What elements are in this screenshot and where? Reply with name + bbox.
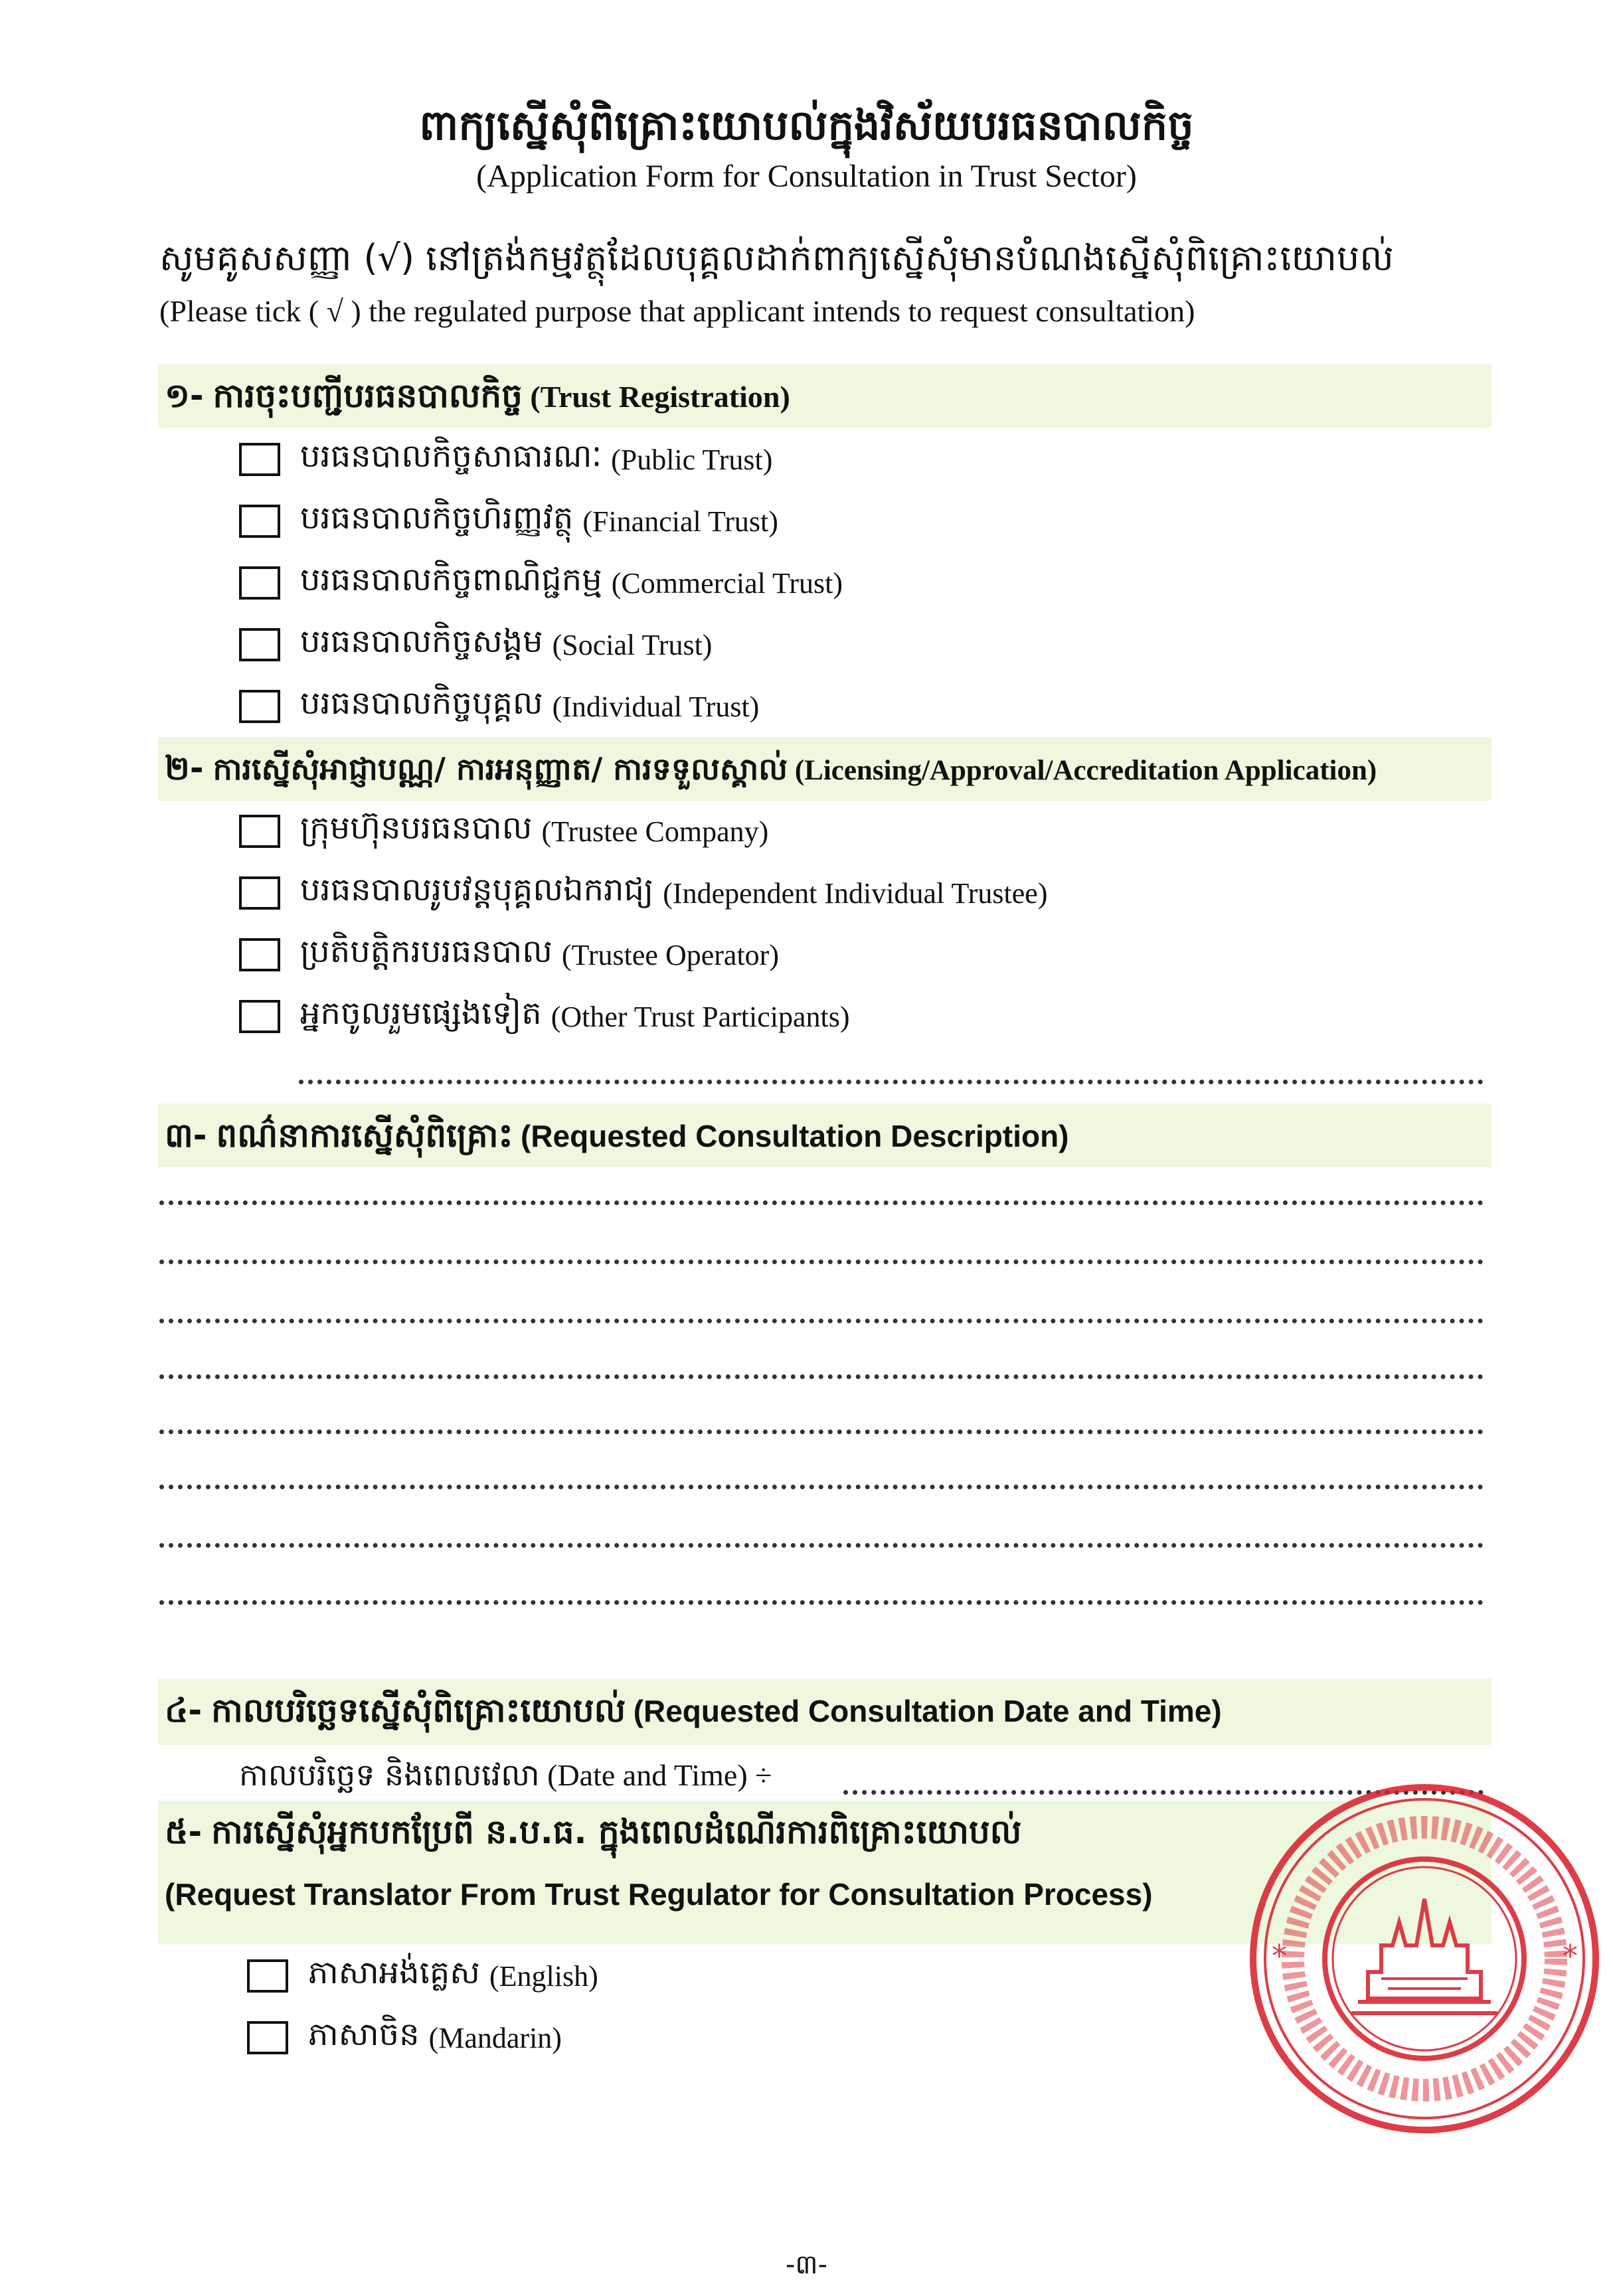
option-commercial-trust[interactable]	[239, 561, 843, 602]
section-4-heading	[165, 1690, 1222, 1738]
section-3-heading	[165, 1115, 1069, 1163]
option-social-trust[interactable]	[239, 623, 713, 663]
option-other-participants[interactable]	[239, 995, 850, 1035]
section-5-title-english: (Request Translator From Trust Regulator for Consultation Process)	[165, 1877, 1153, 1912]
section-1-title-khmer: ការចុះបញ្ជីបរធនបាលកិច្ច	[212, 376, 523, 415]
checkbox-other-participants[interactable]	[239, 1000, 280, 1033]
checkbox-english-translator[interactable]	[247, 1959, 288, 1993]
svg-text:*: *	[1563, 1938, 1578, 1974]
option-label-english: (Commercial Trust)	[611, 566, 843, 600]
description-line[interactable]	[159, 1256, 1484, 1264]
option-label-english: (Trustee Company)	[541, 815, 769, 848]
checkbox-trustee-company[interactable]	[239, 815, 280, 848]
option-financial-trust[interactable]	[239, 499, 778, 540]
section-2-number: ២-	[165, 749, 204, 787]
checkbox-commercial-trust[interactable]	[239, 566, 280, 600]
instruction-english: (Please tick ( √ ) the regulated purpose that applicant intends to request consultation)	[159, 294, 1195, 328]
description-line[interactable]	[159, 1370, 1484, 1379]
section-2-heading	[165, 748, 1377, 796]
option-label-english: (Financial Trust)	[582, 505, 778, 538]
option-label-khmer: បរធនបាលរូបវន្តបុគ្គលឯករាជ្យ	[300, 871, 654, 908]
option-label-khmer: អ្នកចូលរួមផ្សេងទៀត	[300, 995, 542, 1032]
section-1-title-english: (Trust Registration)	[530, 380, 790, 414]
description-line[interactable]	[159, 1315, 1484, 1323]
option-independent-trustee[interactable]	[239, 871, 1048, 912]
option-label-khmer: បរធនបាលកិច្ចសាធារណៈ	[300, 438, 602, 475]
section-5-title-khmer: ការស្នើសុំអ្នកបកប្រែពី ន.ប.ធ. ក្នុងពេលដំណើរការពិគ្រោះយោបល់	[211, 1813, 1022, 1851]
option-mandarin-translator[interactable]	[247, 2016, 562, 2056]
option-label-english: (Public Trust)	[611, 443, 773, 476]
checkbox-trustee-operator[interactable]	[239, 938, 280, 971]
instruction-khmer: សូមគូសសញ្ញា (√) នៅត្រង់កម្មវត្ថុដែលបុគ្គលដាក់ពាក្យស្នើសុំមានបំណងស្នើសុំពិគ្រោះយោបល់	[159, 237, 1394, 279]
section-3-title-khmer: ពណ៌នាការស្នើសុំពិគ្រោះ	[216, 1116, 513, 1155]
option-trustee-operator[interactable]	[239, 933, 779, 973]
option-label-khmer: ភាសាចិន	[308, 2016, 420, 2053]
description-line[interactable]	[159, 1596, 1484, 1605]
option-label-khmer: បរធនបាលកិច្ចពាណិជ្ជកម្ម	[300, 561, 602, 598]
option-individual-trust[interactable]	[239, 685, 760, 725]
svg-text:*: *	[1272, 1938, 1287, 1974]
checkbox-public-trust[interactable]	[239, 443, 280, 476]
option-label-khmer: បរធនបាលកិច្ចបុគ្គល	[300, 685, 543, 722]
section-2-title-english: (Licensing/Approval/Accreditation Application)	[794, 755, 1377, 786]
section-2-title-khmer: ការស្នើសុំអាជ្ញាបណ្ណ/ ការអនុញ្ញាត/ ការទទួលស្គាល់	[212, 751, 788, 787]
section-4-title-khmer: កាលបរិច្ឆេទស្នើសុំពិគ្រោះយោបល់	[211, 1691, 626, 1730]
option-label-english: (Individual Trust)	[552, 690, 760, 723]
option-label-khmer: បរធនបាលកិច្ចសង្គម	[300, 623, 543, 660]
page-number: -៣-	[785, 2250, 828, 2280]
description-line[interactable]	[159, 1539, 1484, 1548]
checkbox-social-trust[interactable]	[239, 628, 280, 661]
date-time-label-khmer: កាលបរិច្ឆេទ និងពេលវេលា	[239, 1757, 540, 1793]
checkbox-financial-trust[interactable]	[239, 505, 280, 538]
form-title-khmer: ពាក្យស្នើសុំពិគ្រោះយោបល់ក្នុងវិស័យបរធនបាលកិច្ច	[419, 101, 1194, 149]
description-line[interactable]	[159, 1481, 1484, 1489]
official-seal-stamp-icon	[1245, 1779, 1604, 2138]
checkbox-independent-trustee[interactable]	[239, 876, 280, 910]
option-english-translator[interactable]	[247, 1954, 598, 1995]
option-label-english: (Trustee Operator)	[561, 938, 779, 971]
option-label-english: (Independent Individual Trustee)	[663, 876, 1048, 910]
section-3-title-english: (Requested Consultation Description)	[521, 1119, 1069, 1153]
option-label-khmer: ក្រុមហ៊ុនបរធនបាល	[300, 809, 533, 847]
date-time-field-label	[239, 1756, 772, 1801]
option-public-trust[interactable]	[239, 438, 773, 478]
section-1-number: ១-	[165, 376, 204, 415]
option-label-khmer: ភាសាអង់គ្លេស	[308, 1954, 480, 1991]
form-title-english: (Application Form for Consultation in Trust Sector)	[476, 159, 1137, 194]
section-4-title-english: (Requested Consultation Date and Time)	[633, 1694, 1222, 1728]
option-label-khmer: បរធនបាលកិច្ចហិរញ្ញវត្ថុ	[300, 499, 574, 536]
option-label-english: (Mandarin)	[428, 2021, 562, 2054]
option-label-english: (English)	[489, 1959, 598, 1993]
option-label-khmer: ប្រតិបត្តិករបរធនបាល	[300, 933, 552, 970]
checkbox-mandarin-translator[interactable]	[247, 2021, 288, 2054]
other-participants-fill-line[interactable]	[299, 1076, 1484, 1084]
option-label-english: (Other Trust Participants)	[551, 1000, 850, 1033]
option-trustee-company[interactable]	[239, 809, 769, 850]
section-5-number: ៥-	[165, 1813, 203, 1851]
section-4-number: ៤-	[165, 1691, 203, 1730]
checkbox-individual-trust[interactable]	[239, 690, 280, 723]
date-time-label-english: (Date and Time) ÷	[547, 1758, 772, 1792]
description-line[interactable]	[159, 1196, 1484, 1205]
option-label-english: (Social Trust)	[552, 628, 713, 661]
description-line[interactable]	[159, 1426, 1484, 1434]
section-1-heading	[165, 375, 790, 424]
section-5-heading	[165, 1811, 1021, 1860]
section-3-number: ៣-	[165, 1116, 207, 1155]
